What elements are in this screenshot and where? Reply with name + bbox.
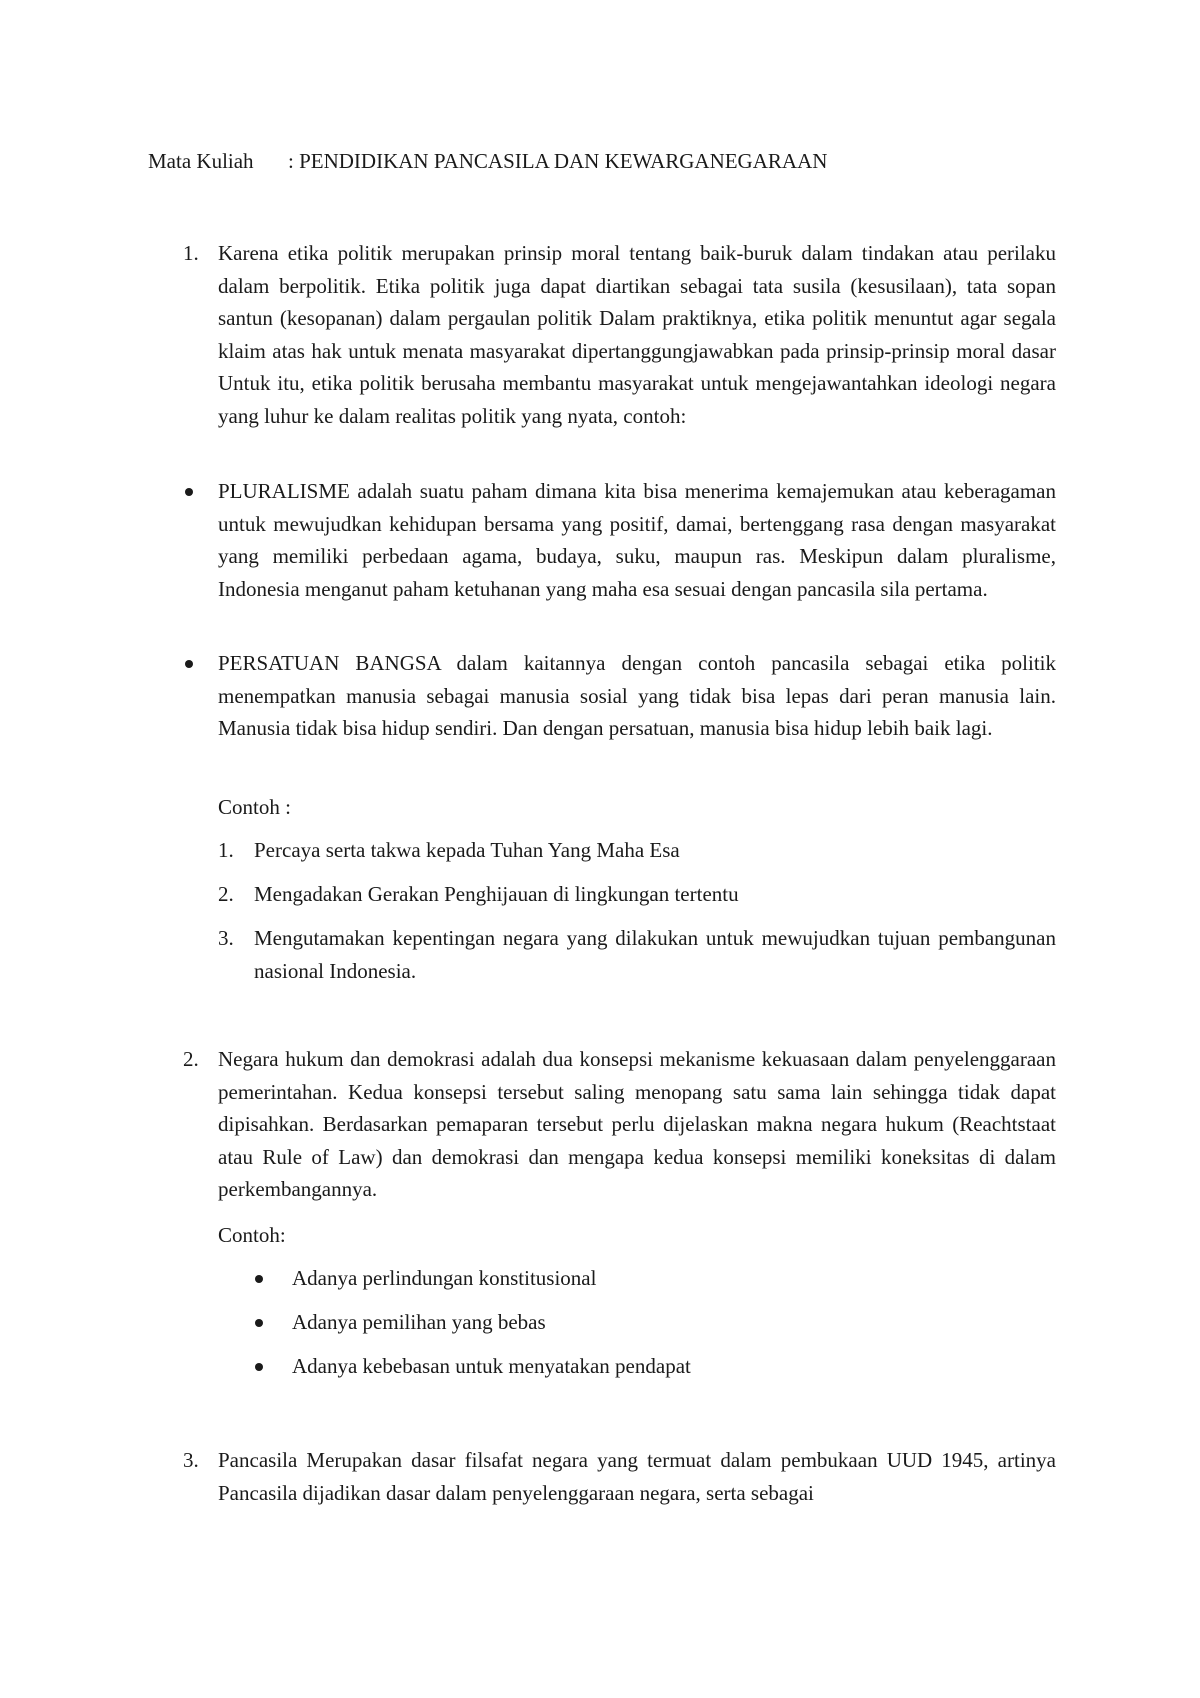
example-label-1: Contoh : [218, 795, 291, 819]
example-item: Percaya serta takwa kepada Tuhan Yang Maha Esa [254, 838, 680, 862]
question-3-text: Pancasila Merupakan dasar filsafat negara yang termuat dalam pembukaan UUD 1945, artinya Pancasila dijadikan dasar dalam penyelenggaraan negara, serta sebagai [218, 1448, 1056, 1505]
bullet-icon [255, 1319, 263, 1327]
course-header [148, 146, 827, 176]
question-2-text: Negara hukum dan demokrasi adalah dua konsepsi mekanisme kekuasaan dalam penyelenggaraan pemerintahan. Kedua konsepsi tersebut saling menopang satu sama lain sehingga tidak dapat dipisahkan. Berdasarkan pemaparan tersebut perlu dijelaskan makna negara hukum (Reachtstaat atau Rule of Law) dan demokrasi dan mengapa kedua konsepsi memiliki koneksitas di dalam perkembangannya. [218, 1047, 1056, 1201]
question-number-2: 2. [183, 1047, 199, 1071]
bullet-icon [255, 1363, 263, 1371]
example-item: Adanya kebebasan untuk menyatakan pendapat [292, 1354, 691, 1378]
example-label-2: Contoh: [218, 1223, 286, 1247]
bullet-icon [255, 1275, 263, 1283]
example-item: Mengutamakan kepentingan negara yang dilakukan untuk mewujudkan tujuan pembangunan nasional Indonesia. [254, 926, 1056, 983]
question-number-3: 3. [183, 1448, 199, 1472]
course-label: Mata Kuliah [148, 149, 254, 173]
example-number: 2. [218, 882, 234, 906]
question-number-1: 1. [183, 241, 199, 265]
example-number: 3. [218, 926, 234, 950]
bullet-icon [185, 488, 193, 496]
example-item: Adanya perlindungan konstitusional [292, 1266, 597, 1290]
bullet-pluralisme: PLURALISME adalah suatu paham dimana kita bisa menerima kemajemukan atau keberagaman untuk mewujudkan kehidupan bersama yang positif, damai, bertenggang rasa dengan masyarakat yang memiliki perbedaan agama, budaya, suku, maupun ras. Meskipun dalam pluralisme, Indonesia menganut paham ketuhanan yang maha esa sesuai dengan pancasila sila pertama. [218, 479, 1056, 601]
example-item: Adanya pemilihan yang bebas [292, 1310, 546, 1334]
course-title: : PENDIDIKAN PANCASILA DAN KEWARGANEGARAAN [288, 149, 828, 173]
example-item: Mengadakan Gerakan Penghijauan di lingkungan tertentu [254, 882, 739, 906]
question-1-text: Karena etika politik merupakan prinsip moral tentang baik-buruk dalam tindakan atau perilaku dalam berpolitik. Etika politik juga dapat diartikan sebagai tata susila (kesusilaan), tata sopan santun (kesopanan) dalam pergaulan politik Dalam praktiknya, etika politik menuntut agar segala klaim atas hak untuk menata masyarakat dipertanggungjawabkan pada prinsip-prinsip moral dasar Untuk itu, etika politik berusaha membantu masyarakat untuk mengejawantahkan ideologi negara yang luhur ke dalam realitas politik yang nyata, contoh: [218, 241, 1056, 428]
example-number: 1. [218, 838, 234, 862]
bullet-persatuan-bangsa: PERSATUAN BANGSA dalam kaitannya dengan contoh pancasila sebagai etika politik menempatkan manusia sebagai manusia sosial yang tidak bisa lepas dari peran manusia lain. Manusia tidak bisa hidup sendiri. Dan dengan persatuan, manusia bisa hidup lebih baik lagi. [218, 651, 1056, 740]
bullet-icon [185, 660, 193, 668]
